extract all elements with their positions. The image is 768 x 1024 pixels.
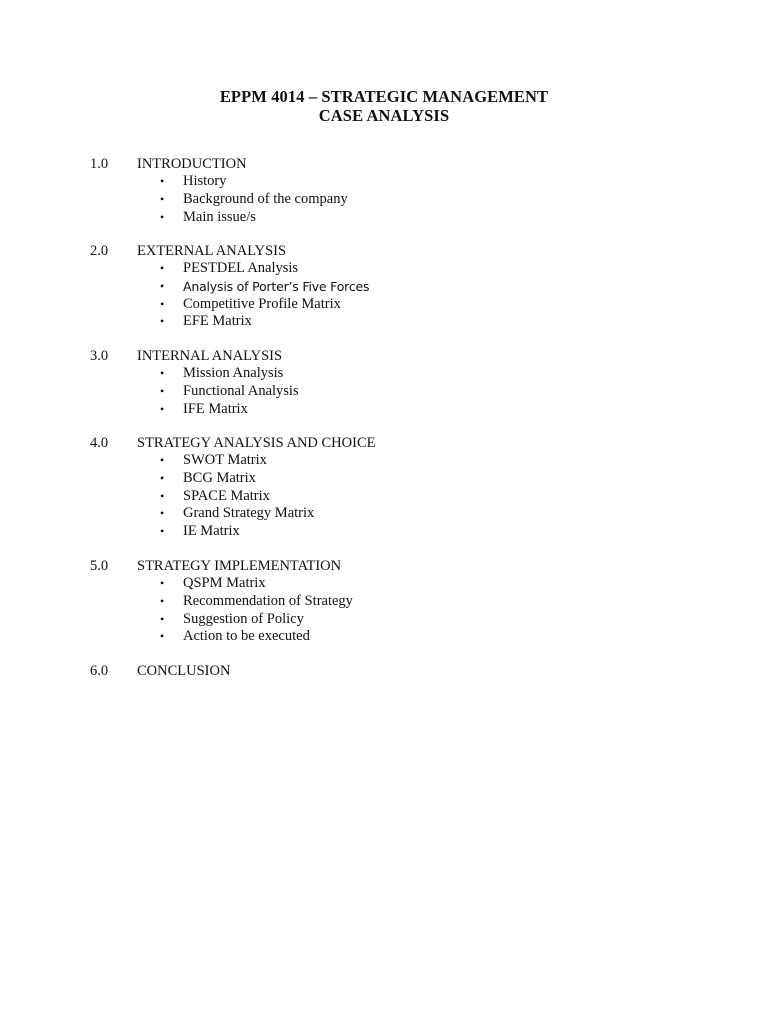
list-item [90, 523, 710, 541]
list-item [90, 173, 710, 191]
list-item-label: IE Matrix [183, 523, 240, 540]
list-item [90, 401, 710, 419]
list-item [90, 191, 710, 209]
section-number: 2.0 [90, 243, 109, 259]
list-item-label: PESTDEL Analysis [183, 260, 299, 276]
section-title: INTERNAL ANALYSIS [137, 348, 283, 364]
section-heading [90, 662, 710, 680]
bullet-icon: • [160, 401, 165, 416]
bullet-icon: • [160, 453, 165, 467]
list-item-label: Action to be executed [183, 628, 310, 645]
list-item-label: SPACE Matrix [183, 487, 270, 504]
section-conclusion [90, 662, 710, 680]
list-item-label: QSPM Matrix [183, 575, 266, 591]
list-item-label: SWOT Matrix [183, 452, 267, 468]
section-internal-analysis [90, 347, 710, 418]
bullet-list [90, 365, 710, 418]
list-item [90, 611, 710, 629]
list-item [90, 488, 710, 506]
section-heading [90, 155, 710, 173]
list-item [90, 313, 710, 331]
bullet-list [90, 575, 710, 646]
list-item-label: Analysis of Porter’s Five Forces [183, 278, 370, 294]
bullet-icon: • [160, 524, 165, 539]
list-item [90, 505, 710, 523]
list-item-label: Recommendation of Strategy [183, 592, 353, 609]
section-title: STRATEGY ANALYSIS AND CHOICE [137, 435, 376, 451]
list-item [90, 278, 710, 296]
list-item-label: Grand Strategy Matrix [183, 505, 315, 522]
list-item-label: BCG Matrix [183, 469, 256, 486]
section-number: 3.0 [90, 348, 109, 364]
bullet-list [90, 452, 710, 541]
section-number: 6.0 [90, 663, 109, 679]
document-title: EPPM 4014 – STRATEGIC MANAGEMENT [219, 87, 549, 106]
bullet-list [90, 260, 710, 331]
list-item [90, 296, 710, 314]
bullet-icon: • [160, 506, 165, 521]
section-external-analysis [90, 242, 710, 331]
list-item-label: Competitive Profile Matrix [183, 295, 341, 312]
list-item-label: IFE Matrix [183, 400, 248, 417]
section-number: 4.0 [90, 435, 109, 451]
bullet-icon: • [160, 174, 165, 188]
section-introduction [90, 155, 710, 226]
section-heading [90, 242, 710, 260]
list-item-label: EFE Matrix [183, 313, 252, 330]
section-title: EXTERNAL ANALYSIS [137, 243, 287, 259]
bullet-icon: • [160, 261, 165, 275]
bullet-icon: • [160, 611, 165, 626]
list-item-label: Main issue/s [183, 208, 256, 225]
list-item [90, 628, 710, 646]
bullet-icon: • [160, 488, 165, 503]
list-item [90, 365, 710, 383]
bullet-icon: • [160, 366, 165, 380]
section-strategy-implementation [90, 557, 710, 646]
list-item [90, 593, 710, 611]
list-item-label: Background of the company [183, 190, 348, 207]
section-number: 1.0 [90, 156, 109, 172]
list-item [90, 260, 710, 278]
section-heading [90, 347, 710, 365]
list-item-label: Suggestion of Policy [183, 610, 304, 627]
list-item [90, 575, 710, 593]
list-item-label: History [183, 173, 227, 189]
bullet-icon: • [160, 209, 165, 224]
bullet-icon: • [160, 296, 165, 311]
bullet-icon: • [160, 593, 165, 608]
section-title: INTRODUCTION [137, 156, 247, 172]
section-number: 5.0 [90, 558, 109, 574]
bullet-icon: • [160, 191, 165, 206]
list-item-label: Functional Analysis [183, 382, 299, 399]
section-strategy-analysis [90, 434, 710, 541]
list-item [90, 452, 710, 470]
section-title: CONCLUSION [137, 663, 231, 679]
bullet-icon: • [160, 470, 165, 485]
list-item [90, 470, 710, 488]
bullet-icon: • [160, 314, 165, 329]
list-item [90, 209, 710, 227]
section-title: STRATEGY IMPLEMENTATION [137, 558, 342, 574]
document-subtitle: CASE ANALYSIS [318, 106, 450, 125]
bullet-icon: • [160, 629, 165, 644]
section-heading [90, 434, 710, 452]
list-item [90, 383, 710, 401]
list-item-label: Mission Analysis [183, 365, 284, 381]
section-heading [90, 557, 710, 575]
bullet-icon: • [160, 383, 165, 398]
bullet-icon: • [160, 278, 165, 293]
bullet-icon: • [160, 576, 165, 590]
bullet-list [90, 173, 710, 226]
